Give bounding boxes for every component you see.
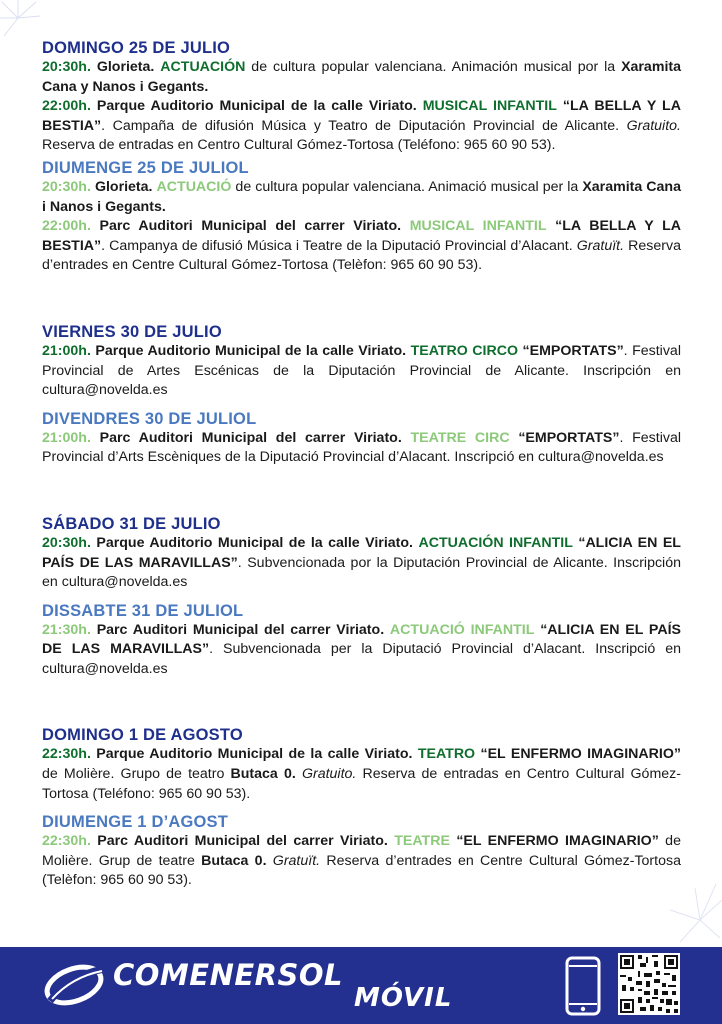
event-booking-info: Reserva de entradas en Centro Cultural Gómez-Tortosa (Teléfono: 965 60 90 53).: [42, 137, 556, 154]
event-title: “LA BELLA Y LA BESTIA”: [42, 218, 682, 254]
event-booking-info: Reserva de entradas en Centro Cultural Gómez-Tortosa (Teléfono: 965 60 90 53).: [42, 766, 681, 802]
event-place: Glorieta.: [96, 59, 155, 75]
event-free-label: Gratuito.: [301, 766, 357, 783]
event-category: ACTUACIÓ: [156, 178, 232, 195]
qr-code[interactable]: [618, 953, 680, 1015]
event-paragraph-es: [42, 97, 681, 156]
qr-code-pattern: [618, 953, 680, 1015]
event-1-august: [42, 725, 681, 891]
event-description: . Campaña de difusión Música y Teatro de Diputación Provincial de Alicante.: [101, 117, 627, 134]
event-paragraph-es: [42, 745, 681, 804]
day-heading-es: DOMINGO 25 DE JULIO: [42, 39, 231, 57]
event-time: 22:30h.: [42, 746, 91, 763]
event-time: 22:30h.: [42, 833, 91, 850]
event-title: “LA BELLA Y LA BESTIA”: [42, 98, 681, 134]
event-booking-info: Reserva d’entrades en Centre Cultural Gómez-Tortosa (Telèfon: 965 60 90 53).: [42, 852, 681, 889]
event-place: Parc Auditori Municipal del carrer Viriato.: [97, 833, 388, 850]
event-title: “ALICIA EN EL PAÍS DE LAS MARAVILLAS”: [42, 534, 681, 571]
day-heading-va: DIUMENGE 25 DE JULIOL: [42, 158, 249, 177]
day-heading-va: DIVENDRES 30 DE JULIOL: [42, 409, 257, 428]
event-category: TEATRO: [417, 746, 476, 763]
event-time: 20:30h.: [42, 59, 91, 75]
event-paragraph-es: [42, 342, 681, 401]
smartphone-icon: [565, 956, 601, 1016]
day-heading-es: VIERNES 30 DE JULIO: [42, 322, 222, 341]
event-performers: Xaramita Cana y Nanos i Gegants.: [42, 59, 681, 95]
event-category: ACTUACIÓN INFANTIL: [418, 534, 573, 551]
event-description: de cultura popular valenciana. Animación musical por la: [245, 59, 622, 75]
event-paragraph-va: [42, 832, 681, 891]
event-31-july: [42, 514, 681, 680]
event-time: 22:00h.: [42, 98, 91, 115]
event-place: Parque Auditorio Municipal de la calle Viriato.: [96, 746, 413, 763]
event-category: TEATRO CIRCO: [410, 342, 519, 359]
day-heading-va: DISSABTE 31 DE JULIOL: [42, 601, 244, 620]
event-title: “EMPORTATS”: [522, 342, 624, 359]
event-place: Parque Auditorio Municipal de la calle Viriato.: [96, 98, 417, 115]
event-paragraph-es: [42, 58, 681, 97]
day-heading-es: SÁBADO 31 DE JULIO: [42, 514, 221, 533]
event-paragraph-va: [42, 178, 681, 217]
event-title: “ALICIA EN EL PAÍS DE LAS MARAVILLAS”: [42, 621, 681, 658]
event-free-label: Gratuït.: [576, 237, 625, 254]
event-title: “EMPORTATS”: [518, 429, 620, 446]
day-heading-va: DIUMENGE 1 D’AGOST: [42, 813, 229, 832]
sponsor-footer: [0, 947, 722, 1024]
event-performers: Butaca 0.: [230, 766, 296, 783]
event-time: 21:00h.: [42, 342, 91, 359]
day-heading-es: DOMINGO 1 DE AGOSTO: [42, 726, 243, 745]
event-category: MUSICAL INFANTIL: [422, 98, 557, 115]
event-place: Parque Auditorio Municipal de la calle Viriato.: [95, 342, 407, 359]
brand-name-line1: COMENERSOL: [113, 958, 344, 992]
event-category: TEATRE: [394, 833, 450, 850]
event-description: de Molière. Grup de teatre: [42, 833, 681, 869]
event-place: Glorieta.: [94, 178, 153, 195]
event-time: 22:00h.: [42, 218, 91, 235]
program-content: [42, 38, 681, 891]
event-category: TEATRE CIRC: [410, 429, 510, 446]
event-free-label: Gratuït.: [272, 852, 321, 869]
event-free-label: Gratuito.: [626, 117, 681, 134]
event-performers: Butaca 0.: [201, 852, 267, 869]
event-booking-info: Reserva d’entrades en Centre Cultural Gómez-Tortosa (Telèfon: 965 60 90 53).: [42, 237, 681, 274]
event-description: . Subvencionada per la Diputació Provincial d’Alacant. Inscripció en cultura@novelda.es: [42, 641, 681, 677]
event-category: ACTUACIÓN: [160, 59, 246, 75]
event-time: 20:30h.: [42, 534, 91, 551]
event-description: de Molière. Grupo de teatro: [42, 766, 231, 783]
event-place: Parque Auditorio Municipal de la calle Viriato.: [96, 534, 413, 551]
brand-name-line2: MÓVIL: [354, 983, 453, 1013]
event-time: 20:30h.: [42, 178, 91, 195]
event-25-july: [42, 38, 681, 276]
event-time: 21:00h.: [42, 429, 91, 446]
event-performers: Xaramita Cana i Nanos i Gegants.: [42, 178, 681, 215]
event-description: de cultura popular valenciana. Animació musical per la: [231, 178, 583, 195]
event-paragraph-es: [42, 534, 681, 593]
event-30-july: [42, 322, 681, 468]
event-description: . Festival Provincial d’Arts Escèniques de la Diputació Provincial d’Alacant. Inscripció en cultura@novelda.es: [42, 429, 681, 466]
event-place: Parc Auditori Municipal del carrer Viriato.: [99, 429, 402, 446]
event-description: . Campanya de difusió Música i Teatre de la Diputació Provincial d’Alacant.: [101, 237, 577, 254]
event-place: Parc Auditori Municipal del carrer Viriato.: [96, 621, 385, 638]
event-category: MUSICAL INFANTIL: [409, 218, 547, 235]
event-title: “EL ENFERMO IMAGINARIO”: [456, 833, 659, 850]
event-paragraph-va: [42, 621, 681, 680]
event-description: . Subvencionada por la Diputación Provincial de Alicante. Inscripción en cultura@novelda.es: [42, 554, 681, 591]
event-time: 21:30h.: [42, 621, 91, 638]
event-paragraph-va: [42, 429, 681, 468]
event-paragraph-va: [42, 217, 681, 276]
event-description: . Festival Provincial de Artes Escénicas de la Diputación Provincial de Alicante. Inscripción en cultura@novelda.es: [42, 342, 681, 399]
event-place: Parc Auditori Municipal del carrer Viriato.: [99, 218, 402, 235]
event-category: ACTUACIÓ INFANTIL: [389, 621, 535, 638]
comenersol-swoosh-logo: [40, 955, 108, 1013]
event-title: “EL ENFERMO IMAGINARIO”: [480, 746, 681, 763]
